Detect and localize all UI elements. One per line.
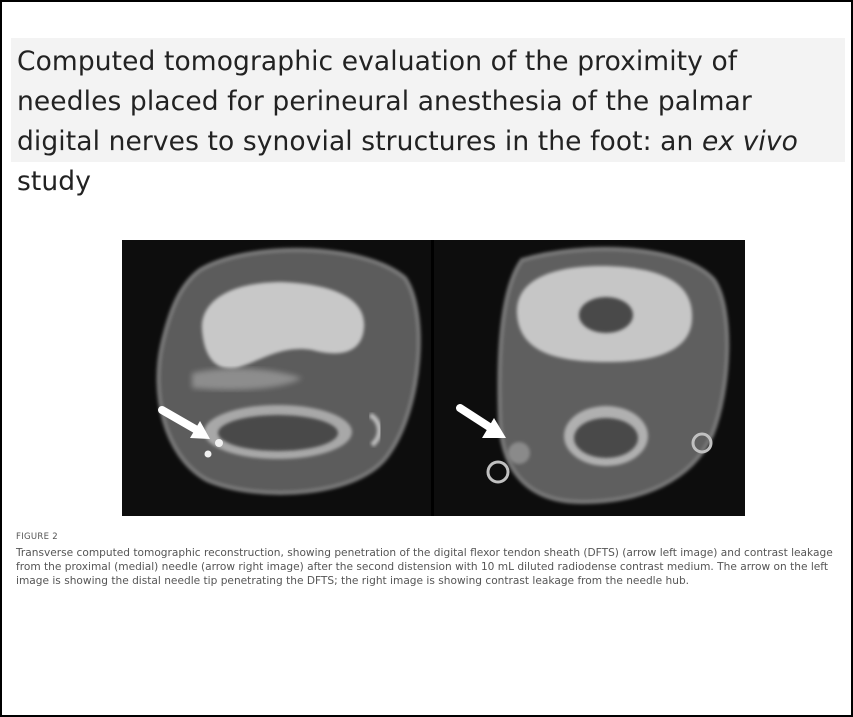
figure-caption: Transverse computed tomographic reconstruction, showing penetration of the digital flexor tendon sheath (DFTS) (arrow left image) and contrast leakage from the proximal (medial) needle (arrow right image) after the second distension with 10 mL diluted radiodense contrast medium. The arrow on the left image is showing the distal needle tip penetrating the DFTS; the right image is showing contrast leakage from the needle hub. — [16, 547, 833, 587]
title-text-end: study — [17, 166, 91, 197]
figure-label: FIGURE 2 — [16, 532, 58, 542]
title-banner — [11, 38, 845, 197]
ct-scan-composite — [122, 240, 745, 516]
panel-divider — [431, 240, 434, 516]
article-title — [17, 42, 843, 202]
ct-figure-image — [122, 240, 745, 516]
title-italic-text: ex vivo — [701, 126, 798, 157]
title-text: Computed tomographic evaluation of the proximity of needles placed for perineural anesthesia of the palmar digital nerves to synovial structures in the foot: an — [17, 46, 752, 157]
left-ct-panel — [158, 250, 418, 493]
